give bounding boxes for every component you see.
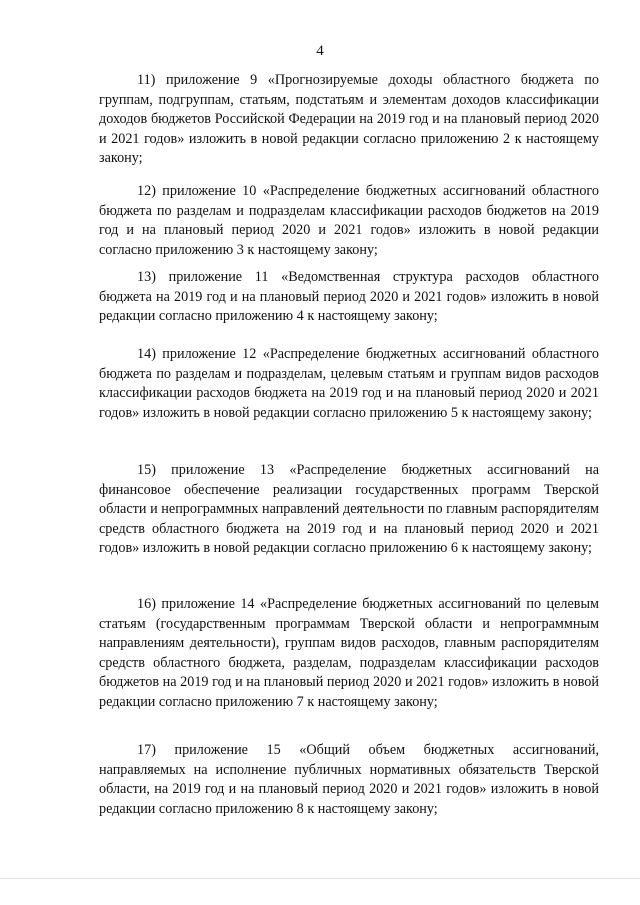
paragraph-item-14: 14) приложение 12 «Распределение бюджетных ассигнований областного бюджета по разделам и подразделам, целевым статьям и группам видов расходов классификации расходов бюджета на 2019 год и на плановый период 2020 и 2021 годов» изложить в новой редакции согласно приложению 5 к настоящему закону; [99, 346, 599, 421]
paragraph-item-15: 15) приложение 13 «Распределение бюджетных ассигнований на финансовое обеспечение реализации государственных программ Тверской области и непрограммных направлений деятельности по главным распорядителям средств областного бюджета на 2019 год и на плановый период 2020 и 2021 годов» изложить в новой редакции согласно приложению 6 к настоящему закону; [99, 462, 599, 557]
paragraph-item-16: 16) приложение 14 «Распределение бюджетных ассигнований по целевым статьям (государственным программам Тверской области и непрограммным направлениям деятельности), группам видов расходов, главным распорядителям средств областного бюджета, разделам, подразделам классификации расходов бюджетов на 2019 год и на плановый период 2020 и 2021 годов» изложить в новой редакции согласно приложению 7 к настоящему закону; [99, 596, 599, 710]
page-bottom-divider [0, 878, 640, 879]
paragraph-item-17: 17) приложение 15 «Общий объем бюджетных ассигнований, направляемых на исполнение публичных нормативных обязательств Тверской области, на 2019 год и на плановый период 2020 и 2021 годов» изложить в новой редакции согласно приложению 8 к настоящему закону; [99, 742, 599, 817]
page-number: 4 [316, 43, 324, 59]
paragraph-item-12: 12) приложение 10 «Распределение бюджетных ассигнований областного бюджета по разделам и подразделам классификации расходов бюджетов на 2019 год и на плановый период 2020 и 2021 годов» изложить в новой редакции согласно приложению 3 к настоящему закону; [99, 183, 599, 258]
paragraph-item-11: 11) приложение 9 «Прогнозируемые доходы областного бюджета по группам, подгруппам, статьям, подстатьям и элементам доходов классификации доходов бюджетов Российской Федерации на 2019 год и на плановый период 2020 и 2021 годов» изложить в новой редакции согласно приложению 2 к настоящему закону; [99, 72, 599, 167]
paragraph-item-13: 13) приложение 11 «Ведомственная структура расходов областного бюджета на 2019 год и на плановый период 2020 и 2021 годов» изложить в новой редакции согласно приложению 4 к настоящему закону; [99, 269, 599, 325]
